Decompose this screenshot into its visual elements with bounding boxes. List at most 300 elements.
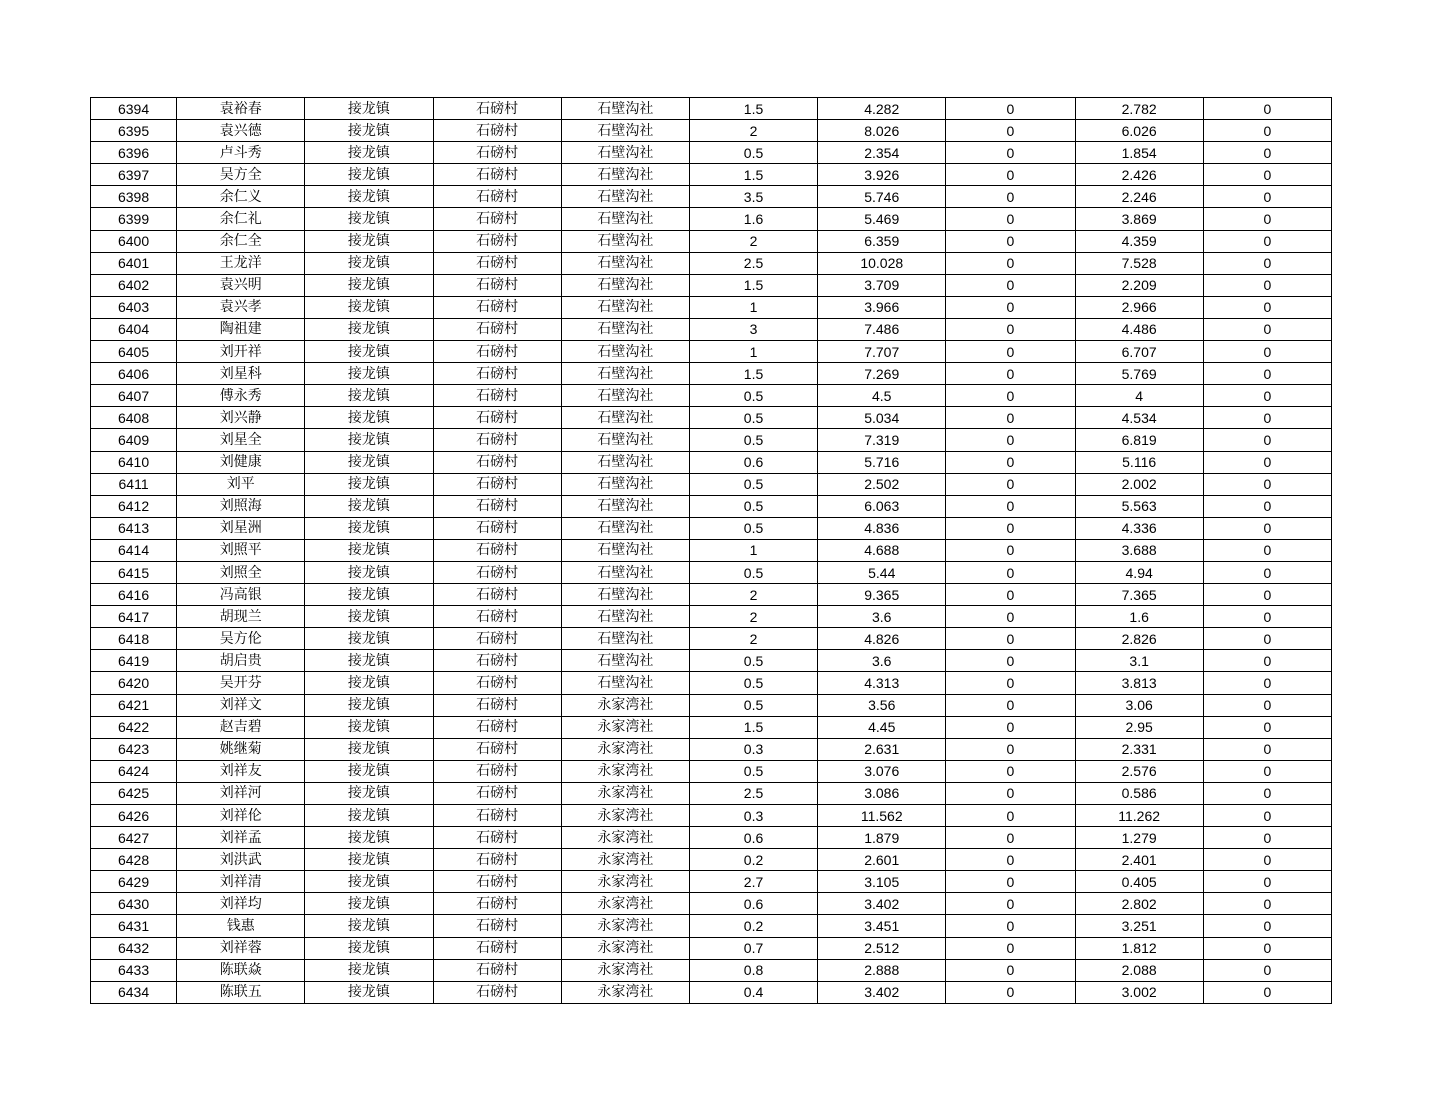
value-e-cell: 0 [1203,805,1331,827]
town-cell: 接龙镇 [305,164,433,186]
value-e-cell: 0 [1203,606,1331,628]
village-cell: 石磅村 [433,981,561,1003]
name-cell: 刘照全 [177,561,305,583]
row-id-cell: 6417 [91,606,177,628]
value-e-cell: 0 [1203,738,1331,760]
village-cell: 石磅村 [433,208,561,230]
value-b-cell: 2.502 [818,473,946,495]
value-d-cell: 3.688 [1075,539,1203,561]
value-a-cell: 0.5 [689,650,817,672]
row-id-cell: 6431 [91,915,177,937]
row-id-cell: 6416 [91,584,177,606]
table-row [91,495,1332,517]
value-b-cell: 7.486 [818,318,946,340]
name-cell: 吴开芬 [177,672,305,694]
value-c-cell: 0 [946,539,1075,561]
value-a-cell: 0.6 [689,827,817,849]
row-id-cell: 6406 [91,363,177,385]
group-cell: 石壁沟社 [561,208,689,230]
row-id-cell: 6409 [91,429,177,451]
table-row [91,849,1332,871]
village-cell: 石磅村 [433,341,561,363]
value-e-cell: 0 [1203,252,1331,274]
value-d-cell: 2.002 [1075,473,1203,495]
town-cell: 接龙镇 [305,120,433,142]
village-cell: 石磅村 [433,296,561,318]
value-e-cell: 0 [1203,716,1331,738]
value-c-cell: 0 [946,296,1075,318]
town-cell: 接龙镇 [305,628,433,650]
value-a-cell: 3 [689,318,817,340]
value-c-cell: 0 [946,606,1075,628]
data-table [90,97,1332,1004]
village-cell: 石磅村 [433,120,561,142]
group-cell: 永家湾社 [561,716,689,738]
village-cell: 石磅村 [433,230,561,252]
value-d-cell: 11.262 [1075,805,1203,827]
value-e-cell: 0 [1203,672,1331,694]
group-cell: 石壁沟社 [561,296,689,318]
value-e-cell: 0 [1203,98,1331,120]
town-cell: 接龙镇 [305,694,433,716]
name-cell: 刘洪武 [177,849,305,871]
value-d-cell: 2.246 [1075,186,1203,208]
village-cell: 石磅村 [433,451,561,473]
value-c-cell: 0 [946,915,1075,937]
value-a-cell: 0.5 [689,429,817,451]
value-e-cell: 0 [1203,584,1331,606]
village-cell: 石磅村 [433,871,561,893]
value-e-cell: 0 [1203,981,1331,1003]
value-c-cell: 0 [946,893,1075,915]
town-cell: 接龙镇 [305,937,433,959]
value-d-cell: 1.812 [1075,937,1203,959]
name-cell: 袁兴孝 [177,296,305,318]
group-cell: 石壁沟社 [561,385,689,407]
town-cell: 接龙镇 [305,495,433,517]
group-cell: 石壁沟社 [561,429,689,451]
town-cell: 接龙镇 [305,230,433,252]
table-row [91,341,1332,363]
village-cell: 石磅村 [433,893,561,915]
row-id-cell: 6397 [91,164,177,186]
value-c-cell: 0 [946,451,1075,473]
value-d-cell: 5.769 [1075,363,1203,385]
town-cell: 接龙镇 [305,451,433,473]
name-cell: 陈联五 [177,981,305,1003]
name-cell: 刘平 [177,473,305,495]
row-id-cell: 6413 [91,517,177,539]
value-b-cell: 4.826 [818,628,946,650]
value-a-cell: 0.6 [689,451,817,473]
name-cell: 刘祥蓉 [177,937,305,959]
table-row [91,672,1332,694]
value-e-cell: 0 [1203,871,1331,893]
table-row [91,429,1332,451]
name-cell: 刘开祥 [177,341,305,363]
table-row [91,539,1332,561]
row-id-cell: 6418 [91,628,177,650]
town-cell: 接龙镇 [305,318,433,340]
name-cell: 刘祥清 [177,871,305,893]
value-c-cell: 0 [946,871,1075,893]
village-cell: 石磅村 [433,186,561,208]
group-cell: 永家湾社 [561,805,689,827]
value-c-cell: 0 [946,561,1075,583]
group-cell: 永家湾社 [561,782,689,804]
town-cell: 接龙镇 [305,827,433,849]
village-cell: 石磅村 [433,827,561,849]
group-cell: 石壁沟社 [561,164,689,186]
group-cell: 石壁沟社 [561,230,689,252]
value-e-cell: 0 [1203,230,1331,252]
value-e-cell: 0 [1203,650,1331,672]
value-b-cell: 2.601 [818,849,946,871]
row-id-cell: 6394 [91,98,177,120]
name-cell: 傅永秀 [177,385,305,407]
village-cell: 石磅村 [433,561,561,583]
row-id-cell: 6425 [91,782,177,804]
group-cell: 永家湾社 [561,849,689,871]
value-b-cell: 3.6 [818,650,946,672]
value-e-cell: 0 [1203,893,1331,915]
village-cell: 石磅村 [433,517,561,539]
row-id-cell: 6404 [91,318,177,340]
value-b-cell: 7.269 [818,363,946,385]
value-d-cell: 1.279 [1075,827,1203,849]
value-b-cell: 3.709 [818,274,946,296]
value-d-cell: 2.802 [1075,893,1203,915]
town-cell: 接龙镇 [305,871,433,893]
value-b-cell: 3.402 [818,981,946,1003]
value-c-cell: 0 [946,584,1075,606]
value-a-cell: 2 [689,628,817,650]
value-c-cell: 0 [946,760,1075,782]
village-cell: 石磅村 [433,849,561,871]
value-b-cell: 2.631 [818,738,946,760]
value-c-cell: 0 [946,672,1075,694]
value-c-cell: 0 [946,407,1075,429]
value-e-cell: 0 [1203,164,1331,186]
value-e-cell: 0 [1203,628,1331,650]
name-cell: 吴方全 [177,164,305,186]
table-row [91,981,1332,1003]
value-b-cell: 3.966 [818,296,946,318]
value-d-cell: 1.6 [1075,606,1203,628]
name-cell: 刘兴静 [177,407,305,429]
village-cell: 石磅村 [433,274,561,296]
group-cell: 石壁沟社 [561,650,689,672]
row-id-cell: 6430 [91,893,177,915]
table-row [91,186,1332,208]
town-cell: 接龙镇 [305,981,433,1003]
value-a-cell: 2 [689,230,817,252]
value-a-cell: 0.5 [689,385,817,407]
value-c-cell: 0 [946,142,1075,164]
village-cell: 石磅村 [433,959,561,981]
value-e-cell: 0 [1203,363,1331,385]
town-cell: 接龙镇 [305,186,433,208]
row-id-cell: 6414 [91,539,177,561]
village-cell: 石磅村 [433,363,561,385]
value-d-cell: 4.486 [1075,318,1203,340]
town-cell: 接龙镇 [305,473,433,495]
value-c-cell: 0 [946,650,1075,672]
village-cell: 石磅村 [433,407,561,429]
value-b-cell: 4.688 [818,539,946,561]
village-cell: 石磅村 [433,606,561,628]
table-row [91,120,1332,142]
value-b-cell: 4.282 [818,98,946,120]
name-cell: 刘照海 [177,495,305,517]
group-cell: 石壁沟社 [561,407,689,429]
row-id-cell: 6428 [91,849,177,871]
value-c-cell: 0 [946,363,1075,385]
value-b-cell: 6.359 [818,230,946,252]
table-row [91,915,1332,937]
value-d-cell: 5.116 [1075,451,1203,473]
group-cell: 永家湾社 [561,959,689,981]
name-cell: 刘星洲 [177,517,305,539]
value-e-cell: 0 [1203,517,1331,539]
table-row [91,274,1332,296]
value-c-cell: 0 [946,849,1075,871]
town-cell: 接龙镇 [305,539,433,561]
village-cell: 石磅村 [433,429,561,451]
row-id-cell: 6424 [91,760,177,782]
group-cell: 石壁沟社 [561,495,689,517]
table-row [91,407,1332,429]
row-id-cell: 6399 [91,208,177,230]
table-row [91,561,1332,583]
group-cell: 石壁沟社 [561,561,689,583]
village-cell: 石磅村 [433,760,561,782]
value-a-cell: 2.5 [689,252,817,274]
value-d-cell: 2.576 [1075,760,1203,782]
value-a-cell: 0.2 [689,915,817,937]
value-a-cell: 1 [689,539,817,561]
village-cell: 石磅村 [433,252,561,274]
value-c-cell: 0 [946,981,1075,1003]
value-c-cell: 0 [946,959,1075,981]
name-cell: 钱惠 [177,915,305,937]
name-cell: 袁兴明 [177,274,305,296]
value-b-cell: 2.512 [818,937,946,959]
name-cell: 刘星全 [177,429,305,451]
value-a-cell: 0.5 [689,760,817,782]
village-cell: 石磅村 [433,495,561,517]
value-b-cell: 8.026 [818,120,946,142]
town-cell: 接龙镇 [305,363,433,385]
value-a-cell: 1 [689,341,817,363]
value-e-cell: 0 [1203,959,1331,981]
value-d-cell: 2.331 [1075,738,1203,760]
value-d-cell: 7.528 [1075,252,1203,274]
value-e-cell: 0 [1203,296,1331,318]
name-cell: 余仁全 [177,230,305,252]
value-d-cell: 7.365 [1075,584,1203,606]
group-cell: 石壁沟社 [561,318,689,340]
group-cell: 永家湾社 [561,981,689,1003]
value-b-cell: 4.45 [818,716,946,738]
group-cell: 石壁沟社 [561,517,689,539]
name-cell: 冯高银 [177,584,305,606]
value-e-cell: 0 [1203,760,1331,782]
name-cell: 余仁礼 [177,208,305,230]
town-cell: 接龙镇 [305,782,433,804]
table-row [91,142,1332,164]
value-d-cell: 3.869 [1075,208,1203,230]
table-row [91,782,1332,804]
row-id-cell: 6429 [91,871,177,893]
value-c-cell: 0 [946,429,1075,451]
name-cell: 胡启贵 [177,650,305,672]
value-e-cell: 0 [1203,495,1331,517]
value-b-cell: 5.44 [818,561,946,583]
value-e-cell: 0 [1203,186,1331,208]
value-d-cell: 2.088 [1075,959,1203,981]
row-id-cell: 6400 [91,230,177,252]
value-b-cell: 5.034 [818,407,946,429]
name-cell: 刘星科 [177,363,305,385]
value-a-cell: 1.5 [689,164,817,186]
name-cell: 余仁义 [177,186,305,208]
value-d-cell: 2.209 [1075,274,1203,296]
value-c-cell: 0 [946,230,1075,252]
value-a-cell: 1.5 [689,274,817,296]
table-row [91,893,1332,915]
village-cell: 石磅村 [433,672,561,694]
value-c-cell: 0 [946,628,1075,650]
name-cell: 刘祥河 [177,782,305,804]
value-d-cell: 6.707 [1075,341,1203,363]
village-cell: 石磅村 [433,98,561,120]
village-cell: 石磅村 [433,473,561,495]
value-c-cell: 0 [946,252,1075,274]
value-e-cell: 0 [1203,341,1331,363]
town-cell: 接龙镇 [305,738,433,760]
row-id-cell: 6410 [91,451,177,473]
town-cell: 接龙镇 [305,650,433,672]
value-a-cell: 0.5 [689,142,817,164]
row-id-cell: 6412 [91,495,177,517]
town-cell: 接龙镇 [305,849,433,871]
row-id-cell: 6395 [91,120,177,142]
value-e-cell: 0 [1203,694,1331,716]
village-cell: 石磅村 [433,142,561,164]
value-a-cell: 0.3 [689,738,817,760]
value-b-cell: 3.56 [818,694,946,716]
value-e-cell: 0 [1203,915,1331,937]
value-b-cell: 5.746 [818,186,946,208]
group-cell: 石壁沟社 [561,451,689,473]
value-e-cell: 0 [1203,782,1331,804]
group-cell: 石壁沟社 [561,252,689,274]
value-a-cell: 1.5 [689,716,817,738]
table-row [91,517,1332,539]
group-cell: 石壁沟社 [561,98,689,120]
value-a-cell: 1 [689,296,817,318]
village-cell: 石磅村 [433,805,561,827]
value-b-cell: 7.707 [818,341,946,363]
table-row [91,252,1332,274]
group-cell: 永家湾社 [561,937,689,959]
value-e-cell: 0 [1203,120,1331,142]
row-id-cell: 6398 [91,186,177,208]
name-cell: 王龙洋 [177,252,305,274]
value-c-cell: 0 [946,738,1075,760]
town-cell: 接龙镇 [305,407,433,429]
value-b-cell: 7.319 [818,429,946,451]
value-c-cell: 0 [946,495,1075,517]
group-cell: 石壁沟社 [561,341,689,363]
name-cell: 胡现兰 [177,606,305,628]
table-row [91,871,1332,893]
row-id-cell: 6432 [91,937,177,959]
table-row [91,98,1332,120]
name-cell: 袁兴德 [177,120,305,142]
value-a-cell: 3.5 [689,186,817,208]
value-d-cell: 3.251 [1075,915,1203,937]
table-body [91,98,1332,1004]
row-id-cell: 6433 [91,959,177,981]
value-c-cell: 0 [946,517,1075,539]
town-cell: 接龙镇 [305,341,433,363]
value-c-cell: 0 [946,98,1075,120]
group-cell: 石壁沟社 [561,120,689,142]
name-cell: 陈联焱 [177,959,305,981]
value-a-cell: 2 [689,606,817,628]
row-id-cell: 6405 [91,341,177,363]
value-c-cell: 0 [946,120,1075,142]
value-d-cell: 4.359 [1075,230,1203,252]
village-cell: 石磅村 [433,539,561,561]
name-cell: 刘祥伦 [177,805,305,827]
town-cell: 接龙镇 [305,915,433,937]
value-e-cell: 0 [1203,561,1331,583]
value-d-cell: 4.336 [1075,517,1203,539]
name-cell: 姚继菊 [177,738,305,760]
table-row [91,628,1332,650]
value-d-cell: 2.826 [1075,628,1203,650]
group-cell: 石壁沟社 [561,584,689,606]
value-b-cell: 4.836 [818,517,946,539]
table-row [91,451,1332,473]
row-id-cell: 6396 [91,142,177,164]
value-b-cell: 3.105 [818,871,946,893]
value-a-cell: 1.5 [689,98,817,120]
value-c-cell: 0 [946,186,1075,208]
value-d-cell: 3.06 [1075,694,1203,716]
value-c-cell: 0 [946,385,1075,407]
group-cell: 石壁沟社 [561,606,689,628]
table-row [91,606,1332,628]
value-d-cell: 2.95 [1075,716,1203,738]
value-e-cell: 0 [1203,473,1331,495]
value-e-cell: 0 [1203,385,1331,407]
town-cell: 接龙镇 [305,208,433,230]
group-cell: 永家湾社 [561,893,689,915]
name-cell: 陶祖建 [177,318,305,340]
town-cell: 接龙镇 [305,517,433,539]
value-a-cell: 0.7 [689,937,817,959]
value-e-cell: 0 [1203,208,1331,230]
group-cell: 永家湾社 [561,760,689,782]
row-id-cell: 6421 [91,694,177,716]
table-row [91,738,1332,760]
value-d-cell: 6.819 [1075,429,1203,451]
row-id-cell: 6426 [91,805,177,827]
